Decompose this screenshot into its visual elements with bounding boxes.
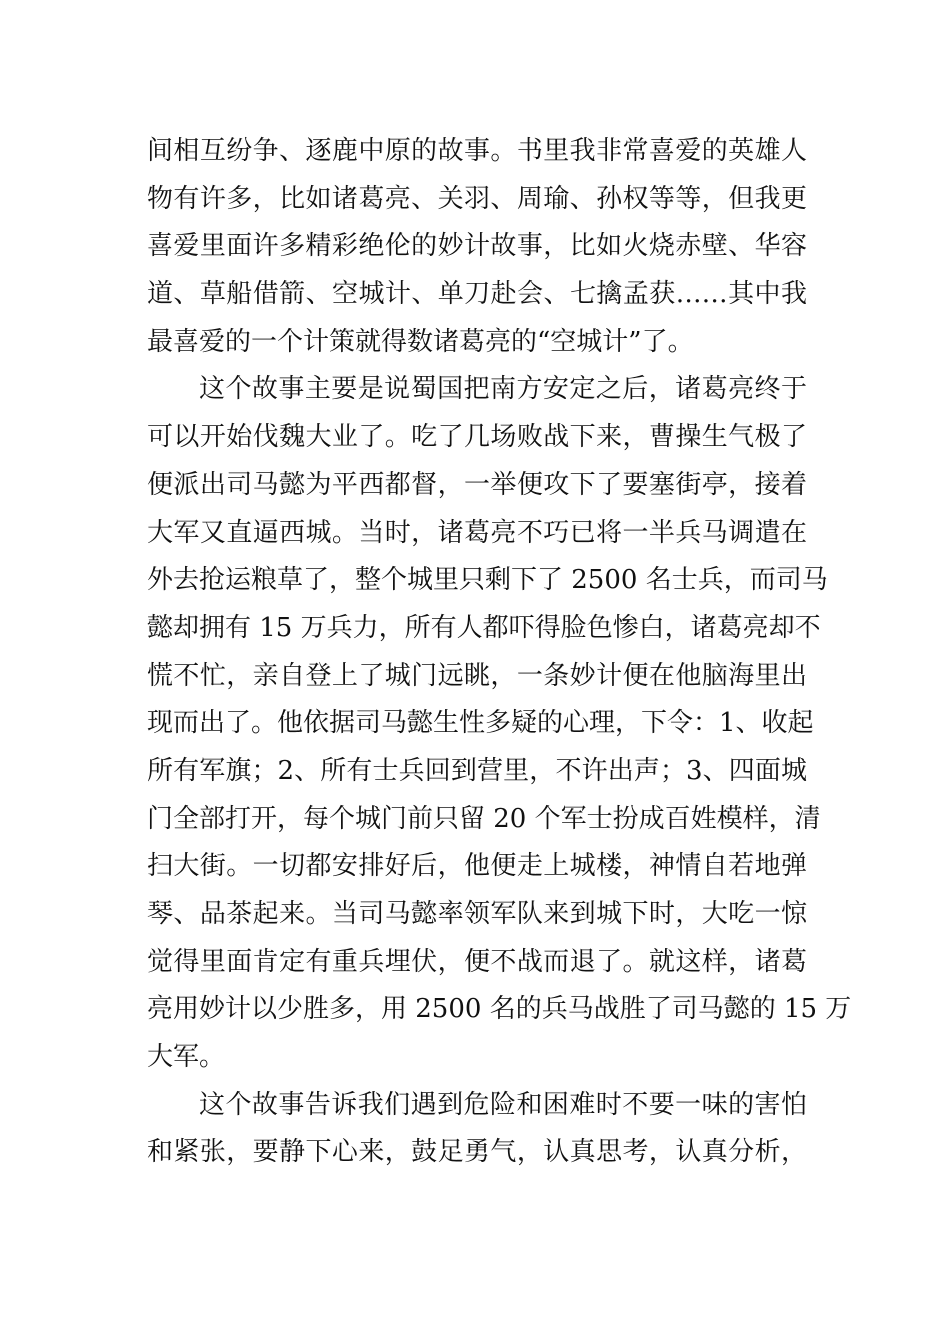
text-line: 喜爱里面许多精彩绝伦的妙计故事，比如火烧赤壁、华容 xyxy=(147,231,807,262)
paragraph-story xyxy=(147,366,852,1081)
text-line: 外去抢运粮草了，整个城里只剩下了 2500 名士兵，而司马 xyxy=(147,565,828,596)
text-line: 可以开始伐魏大业了。吃了几场败战下来，曹操生气极了 xyxy=(147,422,807,453)
text-line: 现而出了。他依据司马懿生性多疑的心理，下令：1、收起 xyxy=(147,708,814,739)
text-line: 最喜爱的一个计策就得数诸葛亮的“空城计”了。 xyxy=(147,326,694,357)
text-line: 所有军旗；2、所有士兵回到营里，不许出声；3、四面城 xyxy=(147,755,807,786)
text-line: 大军。 xyxy=(147,1042,226,1073)
paragraph-intro-continuation xyxy=(147,128,807,366)
text-line: 慌不忙，亲自登上了城门远眺，一条妙计便在他脑海里出 xyxy=(147,660,807,691)
text-line: 觉得里面肯定有重兵埋伏，便不战而退了。就这样，诸葛 xyxy=(147,946,807,977)
text-line: 道、草船借箭、空城计、单刀赴会、七擒孟获……其中我 xyxy=(147,279,807,310)
text-line: 门全部打开，每个城门前只留 20 个军士扮成百姓模样，清 xyxy=(147,803,821,834)
body-text xyxy=(147,128,852,1177)
text-line: 懿却拥有 15 万兵力，所有人都吓得脸色惨白，诸葛亮却不 xyxy=(147,612,821,643)
text-line: 亮用妙计以少胜多，用 2500 名的兵马战胜了司马懿的 15 万 xyxy=(147,994,852,1025)
text-line: 便派出司马懿为平西都督，一举便攻下了要塞街亭，接着 xyxy=(147,469,807,500)
text-line: 和紧张，要静下心来，鼓足勇气，认真思考，认真分析， xyxy=(147,1137,807,1168)
text-line: 这个故事告诉我们遇到危险和困难时不要一味的害怕 xyxy=(199,1089,807,1120)
paragraph-lesson xyxy=(147,1082,807,1177)
text-line: 物有许多，比如诸葛亮、关羽、周瑜、孙权等等，但我更 xyxy=(147,183,807,214)
text-line: 大军又直逼西城。当时，诸葛亮不巧已将一半兵马调遣在 xyxy=(147,517,807,548)
text-line: 这个故事主要是说蜀国把南方安定之后，诸葛亮终于 xyxy=(199,374,807,405)
text-line: 扫大街。一切都安排好后，他便走上城楼，神情自若地弹 xyxy=(147,851,807,882)
text-line: 琴、品茶起来。当司马懿率领军队来到城下时，大吃一惊 xyxy=(147,899,807,929)
text-line: 间相互纷争、逐鹿中原的故事。书里我非常喜爱的英雄人 xyxy=(147,136,807,166)
